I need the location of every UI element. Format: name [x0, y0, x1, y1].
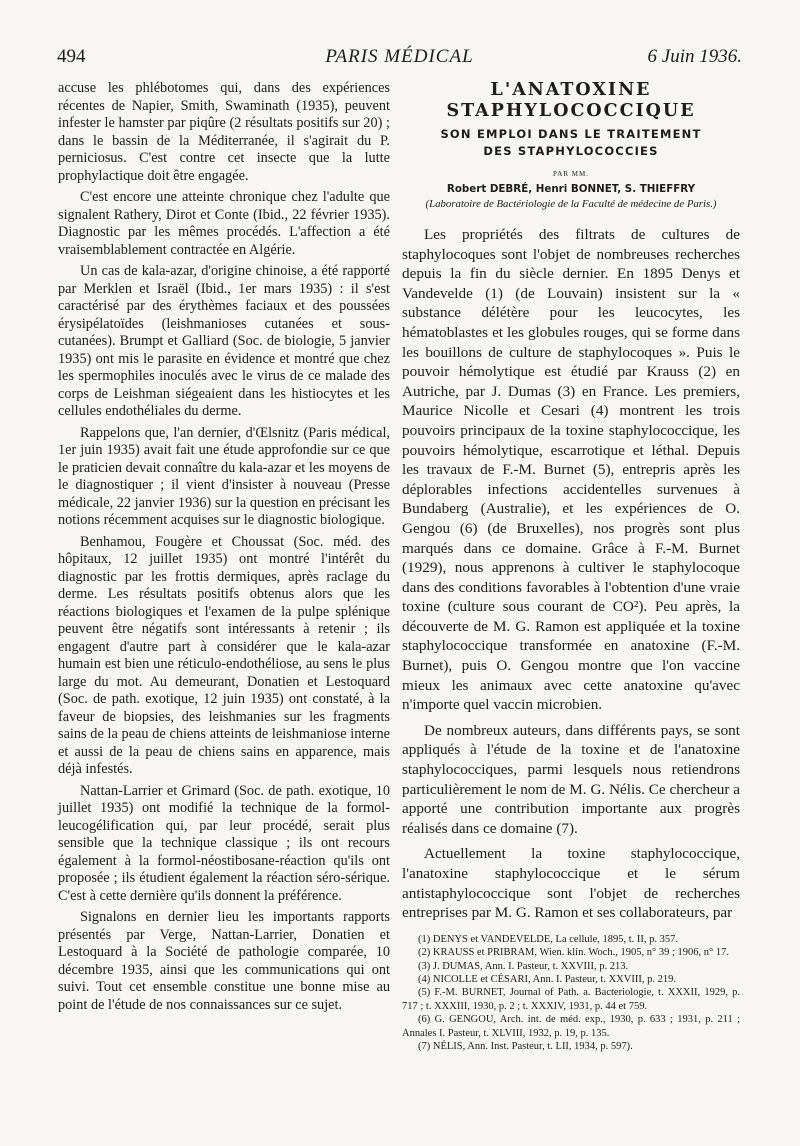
footnote: (5) F.-M. BURNET, Journal of Path. a. Bacteriologie, t. XXXII, 1929, p. 717 ; t. XXXIII, 1930, p. 2 ; t. XXXIV, 1931, p. 44 et 759.	[402, 987, 740, 1012]
footnotes	[402, 933, 740, 1054]
left-paragraph: Un cas de kala-azar, d'origine chinoise, a été rapporté par Merklen et Israël (Ibid., 1er mars 1935) : il s'est caractérisé par des érythèmes faciaux et des poussées érysipélatoïdes (leishmanioses cutanées et sous-cutanées). Brumpt et Galliard (Soc. de biologie, 5 janvier 1935) ont mis le parasite en évidence et montré que chez les spermophiles inoculés avec le virus de ce malade des corps de Leishman siégeaient dans les histiocytes et les cellules endothéliales du derme.	[58, 263, 390, 419]
left-paragraph: Rappelons que, l'an dernier, d'Œlsnitz (Paris médical, 1er juin 1935) avait fait une étude approfondie sur ce que le praticien devait connaître du kala-azar et les moyens de le diagnostiquer ; il vient d'insister à nouveau (Presse médicale, 22 janvier 1936) sur la question en précisant les notions récemment acquises sur le diagnostic biologique.	[58, 424, 390, 528]
footnote: (2) KRAUSS et PRIBRAM, Wien. klin. Woch., 1905, n° 39 ; 1906, n° 17.	[418, 947, 729, 959]
article-authors: Robert DEBRÉ, Henri BONNET, S. THIEFFRY	[446, 183, 696, 195]
page-number: 494	[57, 46, 86, 67]
left-paragraph: accuse les phlébotomes qui, dans des expériences récentes de Napier, Smith, Swaminath (1935), peuvent infester le hamster par piqûre (2 résultats positifs sur 20) ; dans le bassin de la Méditerranée, il s'agirait du P. perniciosus. C'est contre cet insecte que la lutte prophylactique doit être engagée.	[58, 80, 390, 184]
left-paragraph: Signalons en dernier lieu les importants rapports présentés par Verge, Nattan-Larrier, Donatien et Lestoquard à la Société de pathologie comparée, 10 décembre 1935, ainsi que les communications qui ont suivi. Tout cet ensemble constitue une bonne mise au point de l'étude de nos connaissances sur ce sujet.	[58, 909, 390, 1013]
footnote: (7) NÉLIS, Ann. Inst. Pasteur, t. LII, 1934, p. 597).	[418, 1041, 633, 1053]
article-paragraph: Actuellement la toxine staphylococcique, l'anatoxine staphylococcique et le sérum antistaphylococcique sont l'objet de recherches entreprises par M. G. Ramon et ses collaborateurs, par	[402, 845, 740, 922]
journal-title: PARIS MÉDICAL	[325, 46, 474, 67]
left-column	[58, 80, 390, 1018]
left-paragraph: C'est encore une atteinte chronique chez l'adulte que signalent Rathery, Dirot et Conte (Ibid., 22 février 1935). Diagnostic par les mêmes procédés. L'affection a été vraisemblablement contractée en Algérie.	[58, 189, 390, 258]
footnote: (1) DENYS et VANDEVELDE, La cellule, 1895, t. II, p. 357.	[418, 933, 679, 945]
article-title-line2: STAPHYLOCOCCIQUE	[446, 101, 696, 121]
article-subtitle-line1: SON EMPLOI DANS LE TRAITEMENT	[440, 127, 702, 141]
article-subtitle	[402, 126, 740, 160]
byline-prefix: PAR MM.	[553, 170, 589, 178]
footnote: (6) G. GENGOU, Arch. int. de méd. exp., 1930, p. 633 ; 1931, p. 211 ; Annales I. Pasteur, t. XLVIII, 1932, p. 19, p. 135.	[402, 1014, 740, 1039]
running-header	[57, 46, 742, 76]
left-paragraph: Benhamou, Fougère et Choussat (Soc. méd. des hôpitaux, 12 juillet 1935) ont montré l'intérêt du diagnostic par les frottis dermiques, après raclage du derme. Les résultats positifs obtenus alors que les réactions biologiques et l'examen de la pulpe splénique peuvent être négatifs sont intéressants à retenir ; ils engagent d'autre part à considérer que le kala-azar humain est bien une réticulo-endothéliose, au sens le plus large du mot. Au demeurant, Donatien et Lestoquard (Soc. de path. exotique, 12 juin 1935) ont constaté, à la faveur de biopsies, des leishmanies sur les fragments sains de la peau de chiens atteints de leishmaniose interne et aussi de la peau de chiens sains en apparence, mais déjà infestés.	[58, 533, 390, 777]
footnote: (3) J. DUMAS, Ann. I. Pasteur, t. XXVIII, p. 213.	[418, 960, 629, 972]
left-paragraph: Nattan-Larrier et Grimard (Soc. de path. exotique, 10 juillet 1935) ont modifié la technique de la formol-leucogélification qui, par leur procédé, serait plus sensible que la technique classique ; ils ont recours également à la formol-néostibosane-réaction qu'ils ont proposée ; ils étudient également la réaction séro-sérique. C'est à cette dernière qu'ils donnent la préférence.	[58, 782, 390, 904]
footnote: (4) NICOLLE et CÉSARI, Ann. I. Pasteur, t. XXVIII, p. 219.	[418, 974, 676, 985]
article-affiliation: (Laboratoire de Bactériologie de la Faculté de médecine de Paris.)	[425, 198, 717, 210]
article-title-line1: L'ANATOXINE	[490, 80, 652, 100]
issue-date: 6 Juin 1936.	[647, 46, 742, 67]
article-title	[402, 80, 740, 122]
article-body	[402, 225, 740, 923]
article-subtitle-line2: DES STAPHYLOCOCCIES	[483, 144, 659, 158]
article-paragraph: Les propriétés des filtrats de cultures de staphylocoques sont l'objet de nombreuses recherches depuis la fin du siècle dernier. En 1895 Denys et Vandevelde (1) (de Louvain) insistent sur la « substance délétère pour les leucocytes, les hématoblastes et les globules rouges, qui se forme dans les bouillons de culture de staphylocoques ». Puis le pouvoir hémolytique est étudié par Krauss (2) en Autriche, par J. Dumas (3) en France. Les premiers, Maurice Nicolle et Cesari (4) montrent les trois pouvoirs principaux de la toxine staphylococcique, les pouvoirs hémolytique, escarrotique et léthal. Depuis les travaux de F.-M. Burnet (5), entrepris après les déplorables infections accidentelles survenues à Bundaberg (Australie), et les expériences de O. Gengou (6) (de Bruxelles), nos progrès sont plus marqués dans ce domaine. Grâce à F.-M. Burnet (1929), nous apprenons à cultiver le staphylocoque dans des conditions favorables à l'obtention d'une vraie toxine (culture sous courant de CO²). Peu après, la découverte de M. G. Ramon est appliquée et la toxine staphylococcique transformée en anatoxine (F.-M. Burnet), puis O. Gengou montre que l'on vaccine mieux les animaux avec cette anatoxine qu'avec n'importe quel vaccin microbien.	[402, 226, 740, 714]
right-column	[402, 80, 740, 1053]
article-paragraph: De nombreux auteurs, dans différents pays, se sont appliqués à l'étude de la toxine et de l'anatoxine staphylococciques, parmi lesquels nous retiendrons particulièrement le nom de M. G. Nélis. Ce chercheur a apporté une contribution importante aux progrès réalisés dans ce domaine (7).	[402, 721, 740, 837]
